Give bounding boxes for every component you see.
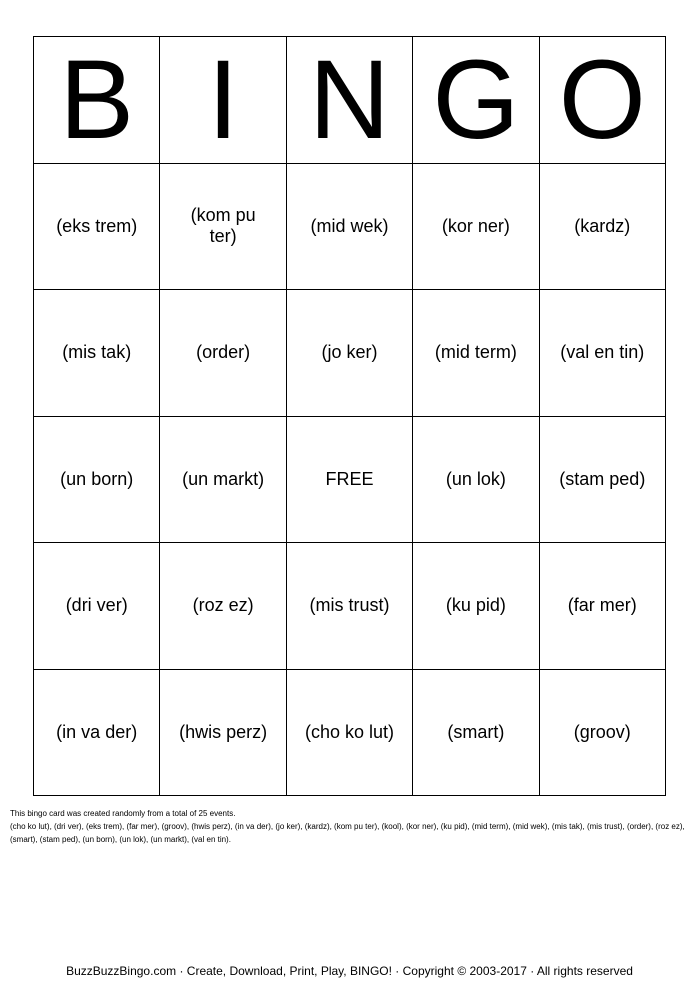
bingo-cell bbox=[540, 290, 666, 417]
caption-intro: This bingo card was created randomly from a total of 25 events. bbox=[10, 809, 236, 818]
cell-text: (roz ez) bbox=[192, 595, 254, 616]
bingo-cell bbox=[413, 670, 539, 797]
bingo-cell bbox=[287, 290, 413, 417]
header-cell-g bbox=[413, 37, 539, 164]
cell-text: (mid term) bbox=[434, 342, 517, 363]
bingo-cell bbox=[540, 417, 666, 544]
footer-text: BuzzBuzzBingo.com · Create, Download, Print, Play, BINGO! · Copyright © 2003-2017 · All rights reserved bbox=[66, 964, 633, 978]
cell-text: (eks trem) bbox=[56, 215, 138, 236]
cell-text: (mis tak) bbox=[62, 342, 132, 363]
bingo-cell bbox=[34, 290, 160, 417]
cell-text: (smart) bbox=[447, 721, 505, 742]
cell-text: (un markt) bbox=[182, 468, 265, 489]
cell-text: (kor ner) bbox=[441, 215, 510, 236]
free-cell bbox=[287, 417, 413, 544]
bingo-cell bbox=[160, 290, 286, 417]
bingo-cell bbox=[287, 543, 413, 670]
header-letter: N bbox=[309, 36, 390, 162]
bingo-cell bbox=[160, 670, 286, 797]
bingo-cell bbox=[287, 164, 413, 291]
cell-text: (cho ko lut) bbox=[304, 721, 395, 742]
bingo-cell bbox=[413, 543, 539, 670]
header-letter: G bbox=[432, 36, 520, 162]
caption-events-list: (cho ko lut), (dri ver), (eks trem), (far mer), (groov), (hwis perz), (in va der), (jo ker), (kardz), (kom pu ter), (kool), (kor ner), (ku pid), (mid term), (mid wek), (mis tak), (mis trust), (order), (roz ez), (smart), (stam ped), (un born), (un lok), (un markt), (val en tin). bbox=[10, 822, 685, 844]
header-cell-i bbox=[160, 37, 286, 164]
cell-text: (kardz) bbox=[574, 215, 631, 236]
bingo-cell bbox=[287, 670, 413, 797]
bingo-cell bbox=[34, 164, 160, 291]
cell-text: (val en tin) bbox=[560, 342, 645, 363]
bingo-cell bbox=[413, 417, 539, 544]
bingo-cell bbox=[413, 164, 539, 291]
cell-text: (un lok) bbox=[445, 468, 506, 489]
bingo-cell bbox=[540, 670, 666, 797]
bingo-cell bbox=[34, 543, 160, 670]
bingo-cell bbox=[540, 543, 666, 670]
card-caption bbox=[10, 807, 690, 846]
cell-text: (dri ver) bbox=[65, 595, 128, 616]
cell-text: (jo ker) bbox=[321, 342, 378, 363]
bingo-card bbox=[33, 36, 666, 796]
cell-text: (kom pu ter) bbox=[190, 205, 256, 247]
bingo-cell bbox=[160, 417, 286, 544]
header-letter: O bbox=[558, 36, 646, 162]
cell-text: (ku pid) bbox=[445, 595, 506, 616]
cell-text: (groov) bbox=[573, 721, 631, 742]
header-letter: B bbox=[59, 36, 135, 162]
cell-text: (mid wek) bbox=[310, 215, 389, 236]
cell-text: (in va der) bbox=[56, 721, 138, 742]
cell-text: (hwis perz) bbox=[179, 721, 268, 742]
bingo-cell bbox=[413, 290, 539, 417]
cell-text: (un born) bbox=[60, 468, 134, 489]
bingo-cell bbox=[160, 164, 286, 291]
header-cell-o bbox=[540, 37, 666, 164]
bingo-cell bbox=[34, 670, 160, 797]
cell-text: (mis trust) bbox=[309, 595, 390, 616]
header-letter: I bbox=[207, 36, 239, 162]
bingo-cell bbox=[160, 543, 286, 670]
header-cell-n bbox=[287, 37, 413, 164]
cell-text: (order) bbox=[196, 342, 251, 363]
bingo-cell bbox=[34, 417, 160, 544]
cell-text: FREE bbox=[325, 468, 374, 489]
cell-text: (far mer) bbox=[567, 595, 637, 616]
cell-text: (stam ped) bbox=[559, 468, 646, 489]
header-cell-b bbox=[34, 37, 160, 164]
bingo-cell bbox=[540, 164, 666, 291]
